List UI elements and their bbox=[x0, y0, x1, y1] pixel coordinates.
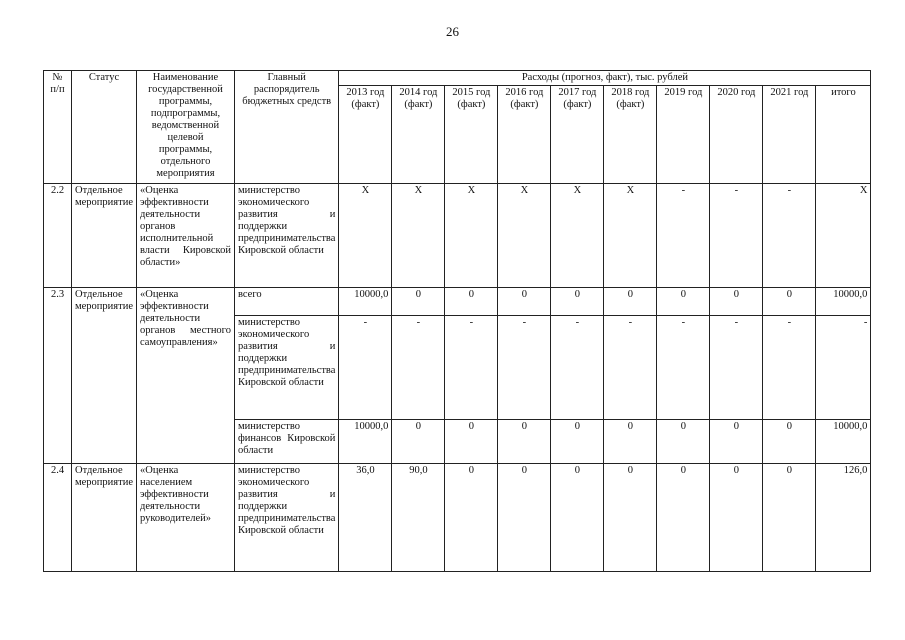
value-cell: - bbox=[657, 316, 710, 420]
header-year: 2020 год bbox=[710, 86, 763, 184]
row-name: «Оценка эффективности деятельности органов местного самоуправления» bbox=[136, 288, 234, 464]
value-cell: 90,0 bbox=[392, 464, 445, 572]
value-cell: 0 bbox=[763, 288, 816, 316]
row-name: «Оценка населением эффективности деятельности руководителей» bbox=[136, 464, 234, 572]
row-status: Отдельное мероприятие bbox=[72, 184, 137, 288]
row-manager: всего bbox=[234, 288, 338, 316]
value-cell: - bbox=[657, 184, 710, 288]
value-cell: - bbox=[763, 184, 816, 288]
value-cell: - bbox=[445, 316, 498, 420]
row-status: Отдельное мероприятие bbox=[72, 464, 137, 572]
row-num: 2.2 bbox=[44, 184, 72, 288]
value-cell: 0 bbox=[657, 464, 710, 572]
value-cell: - bbox=[392, 316, 445, 420]
value-cell: 10000,0 bbox=[816, 288, 871, 316]
table-row bbox=[44, 464, 871, 572]
value-cell: 0 bbox=[604, 288, 657, 316]
value-cell: 0 bbox=[445, 288, 498, 316]
value-cell: 0 bbox=[445, 420, 498, 464]
header-name: Наименование государственной программы, подпрограммы, ведомственной целевой программы, отдельного мероприятия bbox=[136, 71, 234, 184]
value-cell: - bbox=[763, 316, 816, 420]
header-year: 2014 год (факт) bbox=[392, 86, 445, 184]
value-cell: 0 bbox=[763, 464, 816, 572]
header-year: итого bbox=[816, 86, 871, 184]
row-name: «Оценка эффективности деятельности органов исполнительной власти Кировской области» bbox=[136, 184, 234, 288]
header-status: Статус bbox=[72, 71, 137, 184]
value-cell: 0 bbox=[657, 288, 710, 316]
header-year: 2018 год (факт) bbox=[604, 86, 657, 184]
value-cell: - bbox=[710, 316, 763, 420]
value-cell: - bbox=[339, 316, 392, 420]
value-cell: 0 bbox=[392, 288, 445, 316]
value-cell: 0 bbox=[498, 464, 551, 572]
row-manager: министерство экономического развития и поддержки предпринимательства Кировской области bbox=[234, 464, 338, 572]
value-cell: - bbox=[710, 184, 763, 288]
value-cell: X bbox=[445, 184, 498, 288]
header-year: 2021 год bbox=[763, 86, 816, 184]
value-cell: - bbox=[604, 316, 657, 420]
value-cell: 10000,0 bbox=[816, 420, 871, 464]
value-cell: 0 bbox=[392, 420, 445, 464]
value-cell: X bbox=[392, 184, 445, 288]
value-cell: 126,0 bbox=[816, 464, 871, 572]
value-cell: 0 bbox=[551, 420, 604, 464]
header-year: 2019 год bbox=[657, 86, 710, 184]
value-cell: 0 bbox=[445, 464, 498, 572]
value-cell: - bbox=[498, 316, 551, 420]
header-num: № п/п bbox=[44, 71, 72, 184]
value-cell: - bbox=[816, 316, 871, 420]
value-cell: 0 bbox=[498, 288, 551, 316]
expenses-table bbox=[43, 70, 871, 572]
value-cell: 0 bbox=[551, 464, 604, 572]
value-cell: X bbox=[604, 184, 657, 288]
row-status: Отдельное мероприятие bbox=[72, 288, 137, 464]
header-year: 2017 год (факт) bbox=[551, 86, 604, 184]
value-cell: - bbox=[551, 316, 604, 420]
value-cell: 0 bbox=[604, 464, 657, 572]
row-num: 2.3 bbox=[44, 288, 72, 464]
header-year: 2013 год (факт) bbox=[339, 86, 392, 184]
value-cell: 0 bbox=[710, 464, 763, 572]
table-row bbox=[44, 184, 871, 288]
header-expenses: Расходы (прогноз, факт), тыс. рублей bbox=[339, 71, 871, 86]
header-year: 2016 год (факт) bbox=[498, 86, 551, 184]
value-cell: 0 bbox=[763, 420, 816, 464]
value-cell: 10000,0 bbox=[339, 288, 392, 316]
value-cell: X bbox=[498, 184, 551, 288]
row-manager: министерство экономического развития и поддержки предпринимательства Кировской области bbox=[234, 316, 338, 420]
value-cell: X bbox=[339, 184, 392, 288]
table-row bbox=[44, 288, 871, 316]
value-cell: 0 bbox=[498, 420, 551, 464]
row-manager: министерство экономического развития и поддержки предпринимательства Кировской области bbox=[234, 184, 338, 288]
value-cell: 0 bbox=[551, 288, 604, 316]
value-cell: 0 bbox=[710, 420, 763, 464]
page-number: 26 bbox=[446, 24, 459, 39]
value-cell: 0 bbox=[604, 420, 657, 464]
value-cell: 36,0 bbox=[339, 464, 392, 572]
value-cell: X bbox=[816, 184, 871, 288]
header-manager: Главный распорядитель бюджетных средств bbox=[234, 71, 338, 184]
value-cell: 0 bbox=[710, 288, 763, 316]
row-manager: министерство финансов Кировской области bbox=[234, 420, 338, 464]
value-cell: 0 bbox=[657, 420, 710, 464]
header-year: 2015 год (факт) bbox=[445, 86, 498, 184]
value-cell: X bbox=[551, 184, 604, 288]
value-cell: 10000,0 bbox=[339, 420, 392, 464]
row-num: 2.4 bbox=[44, 464, 72, 572]
